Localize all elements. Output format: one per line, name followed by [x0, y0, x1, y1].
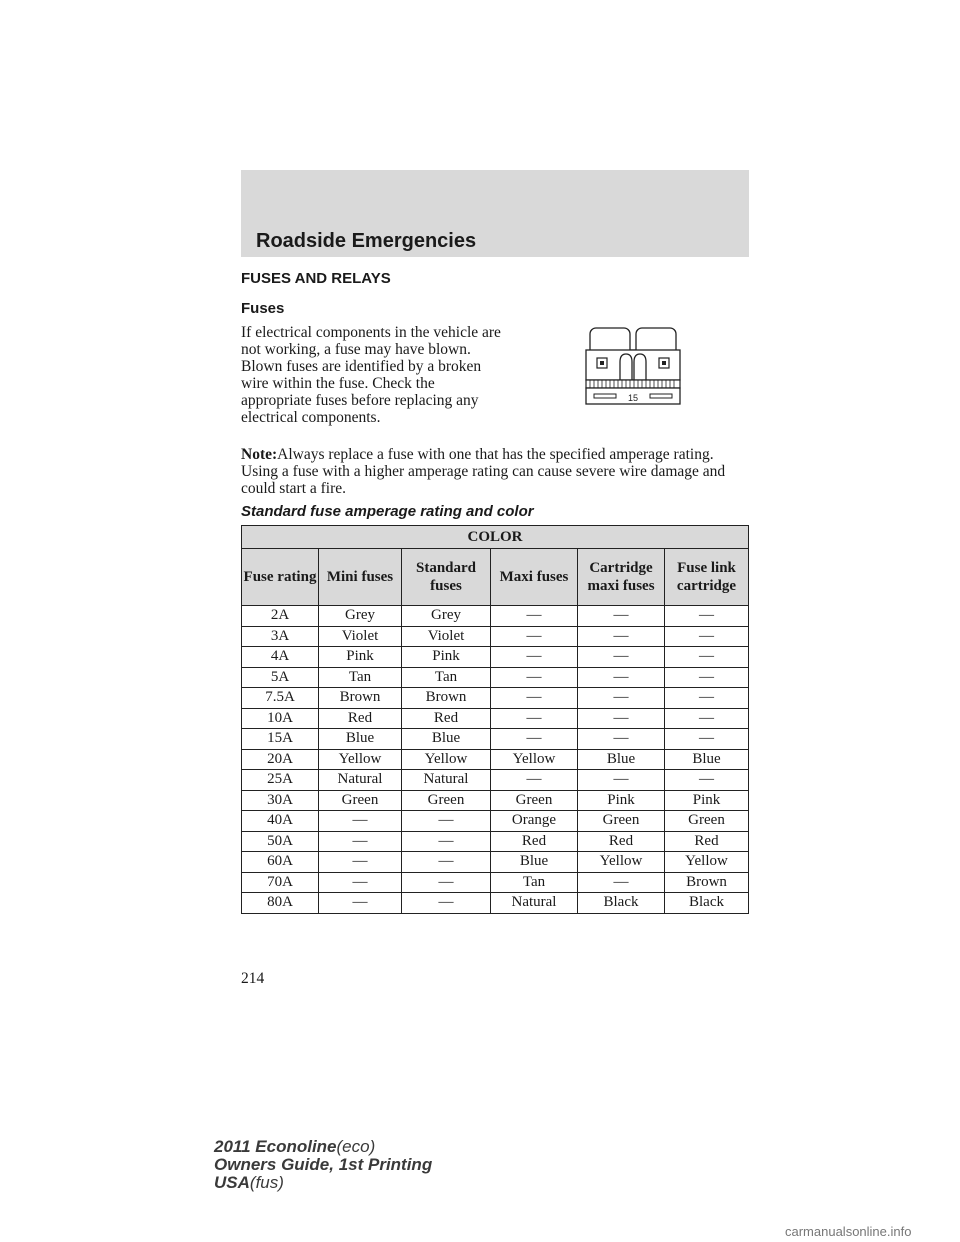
- table-row: [242, 647, 749, 668]
- table-cell: 80A: [242, 893, 319, 914]
- table-cell: Orange: [491, 811, 578, 832]
- table-cell: 10A: [242, 708, 319, 729]
- table-cell: —: [491, 647, 578, 668]
- footer-model: 2011 Econoline: [214, 1137, 337, 1156]
- table-cell: —: [319, 893, 402, 914]
- table-cell: Violet: [402, 626, 491, 647]
- table-row: [242, 606, 749, 627]
- table-cell: —: [402, 852, 491, 873]
- table-cell: Black: [665, 893, 749, 914]
- fuse-rating-label: 15: [627, 393, 639, 403]
- table-cell: 2A: [242, 606, 319, 627]
- table-cell: Blue: [319, 729, 402, 750]
- note-label: Note:: [241, 446, 278, 463]
- page-number: 214: [241, 970, 265, 987]
- table-row: [242, 790, 749, 811]
- table-cell: Red: [665, 831, 749, 852]
- fuse-icon: [576, 322, 690, 408]
- table-cell: Green: [578, 811, 665, 832]
- intro-paragraph: If electrical components in the vehicle are not working, a fuse may have blown. Blown fuses are identified by a broken wire within the fuse. Check the appropriate fuses before replacing any electrical components.: [241, 324, 501, 426]
- footer-region: USA: [214, 1173, 250, 1192]
- table-cell: —: [491, 729, 578, 750]
- table-cell: Red: [491, 831, 578, 852]
- subsection-title: Fuses: [241, 300, 285, 317]
- table-cell: —: [578, 708, 665, 729]
- table-cell: Yellow: [402, 749, 491, 770]
- table-cell: 40A: [242, 811, 319, 832]
- table-cell: —: [319, 872, 402, 893]
- table-cell: Red: [578, 831, 665, 852]
- table-cell: —: [402, 872, 491, 893]
- table-cell: —: [319, 852, 402, 873]
- table-cell: Brown: [665, 872, 749, 893]
- table-cell: Brown: [402, 688, 491, 709]
- table-cell: —: [665, 647, 749, 668]
- table-cell: Red: [319, 708, 402, 729]
- table-cell: 5A: [242, 667, 319, 688]
- footer-model-code: (eco): [336, 1137, 376, 1156]
- table-cell: Pink: [319, 647, 402, 668]
- table-cell: —: [319, 811, 402, 832]
- table-cell: Pink: [665, 790, 749, 811]
- table-cell: Pink: [578, 790, 665, 811]
- table-cell: —: [578, 626, 665, 647]
- table-row: [242, 749, 749, 770]
- table-cell: —: [491, 606, 578, 627]
- table-cell: Grey: [319, 606, 402, 627]
- table-cell: Blue: [578, 749, 665, 770]
- table-cell: 7.5A: [242, 688, 319, 709]
- table-cell: —: [491, 770, 578, 791]
- table-row: [242, 770, 749, 791]
- column-header: Fuse link cartridge: [665, 549, 749, 606]
- table-cell: —: [578, 688, 665, 709]
- table-cell: 20A: [242, 749, 319, 770]
- table-cell: —: [578, 647, 665, 668]
- column-header: Maxi fuses: [491, 549, 578, 606]
- column-header: Standard fuses: [402, 549, 491, 606]
- table-cell: —: [665, 729, 749, 750]
- table-row: [242, 852, 749, 873]
- table-cell: 4A: [242, 647, 319, 668]
- table-cell: —: [491, 708, 578, 729]
- table-cell: —: [578, 606, 665, 627]
- table-cell: —: [491, 688, 578, 709]
- table-body: [242, 606, 749, 914]
- table-group-header: COLOR: [242, 526, 749, 549]
- table-cell: Grey: [402, 606, 491, 627]
- table-cell: —: [665, 626, 749, 647]
- table-cell: 25A: [242, 770, 319, 791]
- section-header-title: Roadside Emergencies: [256, 230, 477, 252]
- column-header: Cartridge maxi fuses: [578, 549, 665, 606]
- table-cell: Green: [665, 811, 749, 832]
- document-footer: [214, 1138, 432, 1192]
- table-cell: —: [402, 811, 491, 832]
- table-cell: Natural: [491, 893, 578, 914]
- table-cell: Violet: [319, 626, 402, 647]
- fuse-color-table: [241, 525, 749, 914]
- table-row: [242, 626, 749, 647]
- table-cell: Green: [319, 790, 402, 811]
- table-cell: —: [578, 770, 665, 791]
- table-cell: Yellow: [319, 749, 402, 770]
- note-paragraph: [241, 446, 749, 497]
- table-cell: 15A: [242, 729, 319, 750]
- watermark: carmanualsonline.info: [785, 1224, 912, 1239]
- column-header: Mini fuses: [319, 549, 402, 606]
- column-header: Fuse rating: [242, 549, 319, 606]
- table-cell: —: [402, 831, 491, 852]
- table-cell: —: [578, 872, 665, 893]
- table-cell: 50A: [242, 831, 319, 852]
- section-header-bar: [241, 170, 749, 257]
- table-cell: Natural: [402, 770, 491, 791]
- table-cell: Green: [491, 790, 578, 811]
- table-cell: Yellow: [491, 749, 578, 770]
- table-row: [242, 831, 749, 852]
- table-cell: Tan: [402, 667, 491, 688]
- table-cell: —: [665, 606, 749, 627]
- fuse-illustration: [576, 322, 690, 408]
- table-cell: Green: [402, 790, 491, 811]
- table-cell: Yellow: [665, 852, 749, 873]
- table-cell: Blue: [402, 729, 491, 750]
- table-cell: —: [578, 667, 665, 688]
- table-cell: —: [491, 667, 578, 688]
- section-title: FUSES AND RELAYS: [241, 270, 391, 287]
- table-cell: Red: [402, 708, 491, 729]
- table-cell: Brown: [319, 688, 402, 709]
- table-cell: —: [665, 708, 749, 729]
- table-cell: 3A: [242, 626, 319, 647]
- table-row: [242, 688, 749, 709]
- table-row: [242, 872, 749, 893]
- table-row: [242, 708, 749, 729]
- table-cell: —: [665, 770, 749, 791]
- table-cell: —: [491, 626, 578, 647]
- table-cell: Blue: [491, 852, 578, 873]
- table-cell: Yellow: [578, 852, 665, 873]
- table-title: Standard fuse amperage rating and color: [241, 503, 534, 520]
- table-cell: Tan: [491, 872, 578, 893]
- table-cell: Natural: [319, 770, 402, 791]
- table-cell: —: [665, 667, 749, 688]
- table-cell: Black: [578, 893, 665, 914]
- table-cell: —: [578, 729, 665, 750]
- table-row: [242, 667, 749, 688]
- footer-region-code: (fus): [249, 1173, 284, 1192]
- note-text: Always replace a fuse with one that has the specified amperage rating. Using a fuse with a higher amperage rating can cause severe wire damage and could start a fire.: [241, 446, 726, 497]
- table-cell: Blue: [665, 749, 749, 770]
- table-cell: Pink: [402, 647, 491, 668]
- table-row: [242, 729, 749, 750]
- footer-guide: Owners Guide, 1st Printing: [214, 1155, 433, 1174]
- table-cell: —: [319, 831, 402, 852]
- table-cell: 70A: [242, 872, 319, 893]
- table-cell: —: [402, 893, 491, 914]
- table-row: [242, 811, 749, 832]
- table-cell: Tan: [319, 667, 402, 688]
- table-cell: 30A: [242, 790, 319, 811]
- table-cell: —: [665, 688, 749, 709]
- table-row: [242, 893, 749, 914]
- table-cell: 60A: [242, 852, 319, 873]
